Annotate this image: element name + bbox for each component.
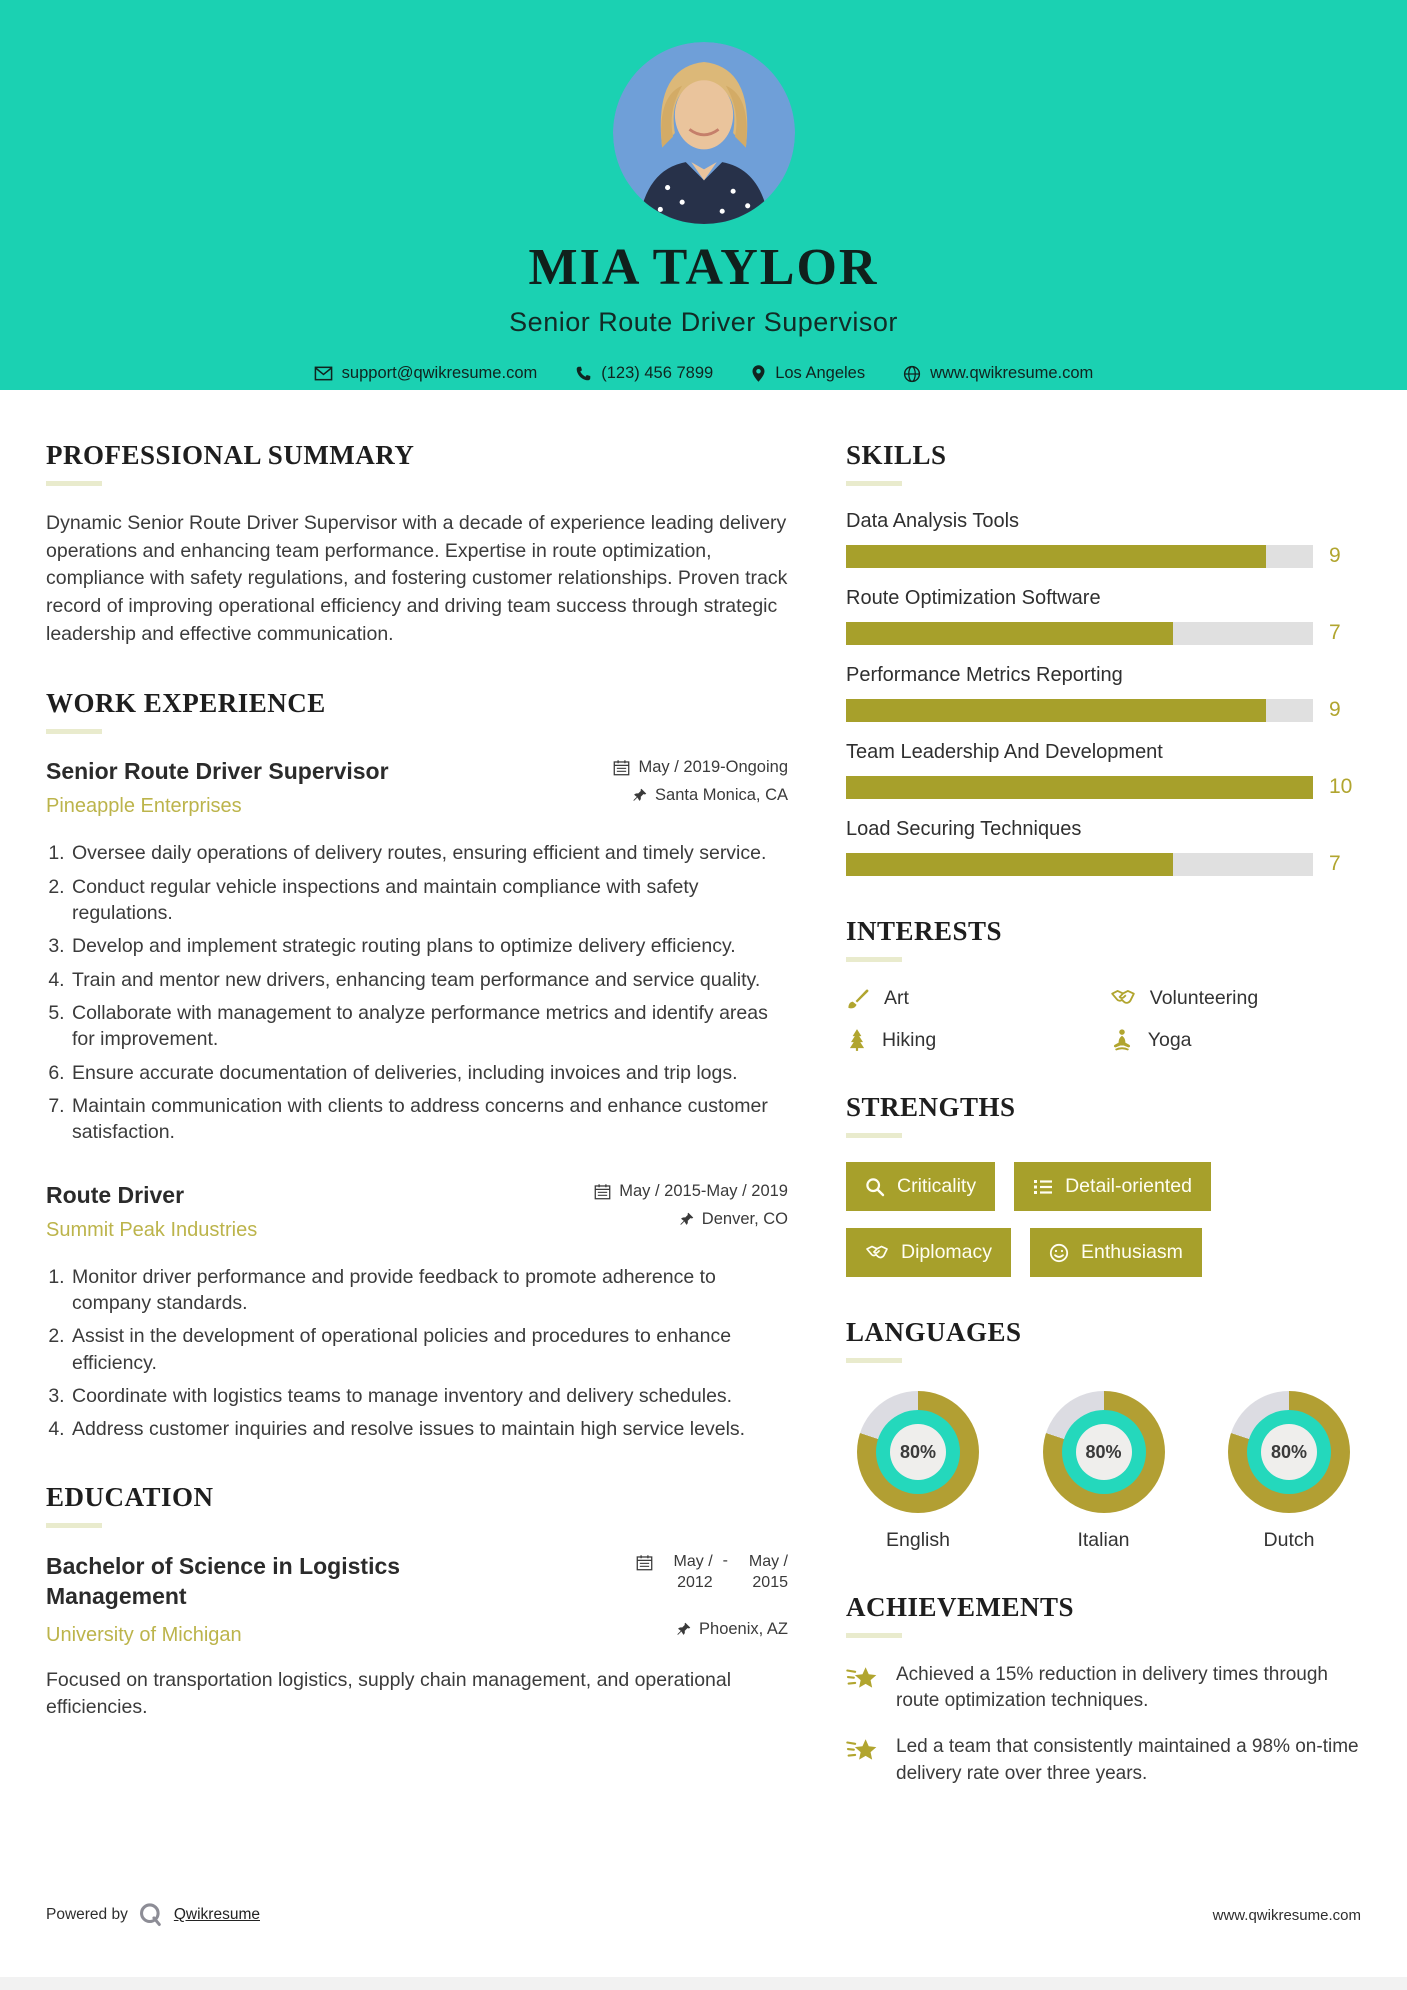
job-bullet: 5. Collaborate with management to analyze performance metrics and identify areas for improvement. xyxy=(70,1000,788,1053)
summary-section xyxy=(46,440,788,648)
education-title-block xyxy=(46,1552,466,1647)
pushpin-icon xyxy=(676,1622,691,1637)
job-meta xyxy=(613,758,788,814)
skill-value: 10 xyxy=(1329,775,1353,798)
smiley-icon xyxy=(1049,1243,1069,1263)
skill-bar xyxy=(846,775,1361,799)
interests-section xyxy=(846,916,1361,1052)
languages-section xyxy=(846,1317,1361,1552)
job-bullets xyxy=(46,1264,788,1443)
strength-badge xyxy=(846,1228,1011,1277)
job-title: Route Driver xyxy=(46,1181,185,1208)
education-description: Focused on transportation logistics, supply chain management, and operational efficiencies. xyxy=(46,1669,732,1718)
language-label: English xyxy=(886,1529,950,1551)
skill-bar-track xyxy=(846,776,1313,799)
skill-bar xyxy=(846,698,1361,722)
skill-value: 9 xyxy=(1329,698,1341,721)
job-bullet: 2. Assist in the development of operational policies and procedures to enhance efficiency. xyxy=(70,1323,788,1376)
language-donut-chart xyxy=(857,1391,979,1513)
strength-badge xyxy=(1014,1162,1211,1211)
heading-underline xyxy=(846,481,902,486)
skill-value: 9 xyxy=(1329,544,1341,567)
job-bullet: 6. Ensure accurate documentation of deliveries, including invoices and trip logs. xyxy=(70,1060,788,1086)
strength-label: Diplomacy xyxy=(901,1241,993,1263)
strengths-section xyxy=(846,1092,1361,1277)
skill-item xyxy=(846,818,1361,876)
education-school: University of Michigan xyxy=(46,1624,242,1647)
calendar-icon xyxy=(594,1183,611,1200)
candidate-title: Senior Route Driver Supervisor xyxy=(509,307,898,337)
interest-item xyxy=(846,1028,1110,1052)
language-percent: 80% xyxy=(1261,1424,1317,1480)
education-location: Phoenix, AZ xyxy=(699,1620,788,1639)
pushpin-icon xyxy=(679,1212,694,1227)
job-entry xyxy=(46,1182,788,1443)
skill-bar-fill xyxy=(846,545,1266,568)
job-date: May / 2015-May / 2019 xyxy=(619,1181,788,1200)
contact-location[interactable] xyxy=(751,364,865,383)
heading-underline xyxy=(846,1133,902,1138)
job-company: Pineapple Enterprises xyxy=(46,795,242,818)
strength-label: Detail-oriented xyxy=(1065,1175,1192,1197)
skill-bar-track xyxy=(846,622,1313,645)
language-item xyxy=(1038,1391,1170,1552)
strength-label: Criticality xyxy=(897,1175,977,1197)
job-title-block xyxy=(46,1182,257,1242)
powered-by-text: Powered by xyxy=(46,1906,128,1923)
education-date-separator: - xyxy=(722,1552,728,1570)
content xyxy=(0,390,1407,1827)
language-label: Dutch xyxy=(1263,1529,1315,1551)
job-meta xyxy=(594,1182,788,1238)
skill-bar-track xyxy=(846,699,1313,722)
list-icon xyxy=(1033,1177,1053,1197)
skill-bar-track xyxy=(846,545,1313,568)
language-item xyxy=(852,1391,984,1552)
shooting-star-icon xyxy=(846,1736,880,1766)
education-section xyxy=(46,1482,788,1719)
skill-name: Team Leadership And Development xyxy=(846,741,1163,763)
skill-bar-fill xyxy=(846,622,1173,645)
interest-item xyxy=(846,986,1110,1010)
skill-name: Performance Metrics Reporting xyxy=(846,664,1123,686)
page-bottom-strip xyxy=(0,1977,1407,1990)
qwikresume-link[interactable]: Qwikresume xyxy=(173,1906,260,1923)
job-location: Santa Monica, CA xyxy=(655,786,788,805)
skill-item xyxy=(846,741,1361,799)
skill-bar-fill xyxy=(846,853,1173,876)
interest-label: Art xyxy=(884,986,909,1009)
job-location-row xyxy=(594,1210,788,1229)
education-meta xyxy=(636,1552,788,1639)
calendar-icon xyxy=(636,1554,653,1571)
skill-item xyxy=(846,664,1361,722)
strengths-grid xyxy=(846,1162,1361,1277)
contact-phone[interactable] xyxy=(575,364,713,383)
contact-row xyxy=(0,364,1407,383)
job-date-row xyxy=(594,1182,788,1201)
achievement-text: Achieved a 15% reduction in delivery times through route optimization techniques. xyxy=(896,1664,1328,1712)
footer-branding xyxy=(46,1902,260,1928)
contact-email[interactable] xyxy=(314,364,538,383)
handshake-icon xyxy=(1110,987,1136,1009)
header xyxy=(0,0,1407,390)
interest-label: Yoga xyxy=(1147,1028,1192,1051)
interest-label: Volunteering xyxy=(1149,986,1259,1009)
profile-photo xyxy=(613,42,795,224)
skill-bar xyxy=(846,852,1361,876)
skill-bar-fill xyxy=(846,776,1313,799)
achievement-text: Led a team that consistently maintained a 98% on-time delivery rate over three years. xyxy=(896,1736,1359,1784)
job-header xyxy=(46,1182,788,1242)
skill-bar-track xyxy=(846,853,1313,876)
yoga-icon xyxy=(1110,1028,1134,1052)
shooting-star-icon xyxy=(846,1664,880,1694)
language-percent: 80% xyxy=(1076,1424,1132,1480)
job-bullet: 3. Develop and implement strategic routing plans to optimize delivery efficiency. xyxy=(70,933,788,959)
contact-email-text: support@qwikresume.com xyxy=(341,364,538,382)
skill-item xyxy=(846,510,1361,568)
education-date-start: May / 2012 xyxy=(673,1553,713,1592)
job-entry xyxy=(46,758,788,1145)
skill-value: 7 xyxy=(1329,621,1341,644)
work-heading: WORK EXPERIENCE xyxy=(46,688,326,719)
job-date: May / 2019-Ongoing xyxy=(638,758,788,777)
left-column xyxy=(46,440,788,1827)
skill-bar-fill xyxy=(846,699,1266,722)
heading-underline xyxy=(46,1523,102,1528)
work-section xyxy=(46,688,788,1442)
pushpin-icon xyxy=(632,788,647,803)
avatar xyxy=(613,42,795,224)
job-bullet: 2. Conduct regular vehicle inspections and maintain compliance with safety regulations. xyxy=(70,874,788,927)
achievement-item xyxy=(846,1734,1361,1786)
footer-website[interactable]: www.qwikresume.com xyxy=(1212,1906,1361,1924)
job-company: Summit Peak Industries xyxy=(46,1218,258,1241)
education-header xyxy=(46,1552,788,1647)
job-location: Denver, CO xyxy=(701,1209,788,1228)
job-header xyxy=(46,758,788,818)
job-bullet: 1. Oversee daily operations of delivery routes, ensuring efficient and timely service. xyxy=(70,840,788,866)
magnifier-icon xyxy=(865,1177,885,1197)
skill-name: Data Analysis Tools xyxy=(846,510,1020,532)
candidate-name: MIA TAYLOR xyxy=(528,239,879,296)
job-bullets xyxy=(46,840,788,1145)
achievement-item xyxy=(846,1662,1361,1714)
handshake-icon xyxy=(865,1243,889,1263)
language-percent: 80% xyxy=(890,1424,946,1480)
language-donut-chart xyxy=(1043,1391,1165,1513)
heading-underline xyxy=(46,729,102,734)
heading-underline xyxy=(846,1358,902,1363)
contact-website-text: www.qwikresume.com xyxy=(930,364,1094,382)
skill-name: Load Securing Techniques xyxy=(846,818,1082,840)
education-heading: EDUCATION xyxy=(46,1482,214,1513)
strength-badge xyxy=(846,1162,995,1211)
job-location-row xyxy=(613,786,788,805)
skills-section xyxy=(846,440,1361,876)
heading-underline xyxy=(846,1633,902,1638)
skills-heading: SKILLS xyxy=(846,440,947,470)
envelope-icon xyxy=(314,364,333,383)
job-bullet: 7. Maintain communication with clients to address concerns and enhance customer satisfaction. xyxy=(70,1093,788,1146)
right-column xyxy=(846,440,1361,1827)
job-bullet: 1. Monitor driver performance and provide feedback to promote adherence to company standards. xyxy=(70,1264,788,1317)
heading-underline xyxy=(846,957,902,962)
achievements-section xyxy=(846,1592,1361,1787)
interest-label: Hiking xyxy=(882,1028,937,1051)
donut-inner-ring xyxy=(1247,1410,1331,1494)
education-date-end: May / 2015 xyxy=(748,1553,788,1592)
map-pin-icon xyxy=(751,364,766,383)
qwikresume-logo xyxy=(138,1902,164,1928)
job-bullet: 4. Address customer inquiries and resolve issues to maintain high service levels. xyxy=(70,1416,788,1442)
interests-grid xyxy=(846,986,1361,1052)
education-location-row xyxy=(636,1620,788,1639)
language-item xyxy=(1223,1391,1355,1552)
paintbrush-icon xyxy=(846,986,870,1010)
strength-label: Enthusiasm xyxy=(1081,1241,1183,1263)
interest-item xyxy=(1110,986,1361,1010)
contact-website[interactable] xyxy=(903,364,1093,383)
strengths-heading: STRENGTHS xyxy=(846,1092,1016,1122)
job-title: Senior Route Driver Supervisor xyxy=(46,758,389,785)
job-bullet: 4. Train and mentor new drivers, enhancing team performance and service quality. xyxy=(70,967,788,993)
pine-tree-icon xyxy=(846,1028,868,1052)
languages-row xyxy=(846,1387,1361,1552)
summary-heading: PROFESSIONAL SUMMARY xyxy=(46,440,415,470)
phone-icon xyxy=(575,365,592,382)
summary-text: Dynamic Senior Route Driver Supervisor with a decade of experience leading delivery operations and enhancing team performance. Expertise in route optimization, compliance with safety regulations, and fostering customer relationships. Proven track record of improving operational efficiency and driving team success through strategic leadership and effective communication. xyxy=(46,512,788,645)
skill-bar xyxy=(846,544,1361,568)
skill-name: Route Optimization Software xyxy=(846,587,1101,609)
job-title-block xyxy=(46,758,389,818)
skill-bar xyxy=(846,621,1361,645)
strength-badge xyxy=(1030,1228,1202,1277)
language-donut-chart xyxy=(1228,1391,1350,1513)
heading-underline xyxy=(46,481,102,486)
contact-phone-text: (123) 456 7899 xyxy=(601,364,714,382)
interest-item xyxy=(1110,1028,1361,1052)
education-degree: Bachelor of Science in Logistics Management xyxy=(46,1553,401,1610)
achievements-heading: ACHIEVEMENTS xyxy=(846,1592,1075,1622)
languages-heading: LANGUAGES xyxy=(846,1317,1022,1347)
calendar-icon xyxy=(613,759,630,776)
contact-location-text: Los Angeles xyxy=(775,364,866,382)
footer xyxy=(46,1902,1361,1928)
language-label: Italian xyxy=(1077,1529,1130,1551)
skill-item xyxy=(846,587,1361,645)
education-date-row xyxy=(636,1552,788,1594)
donut-inner-ring xyxy=(876,1410,960,1494)
skill-value: 7 xyxy=(1329,852,1341,875)
donut-inner-ring xyxy=(1062,1410,1146,1494)
globe-icon xyxy=(903,365,921,383)
job-bullet: 3. Coordinate with logistics teams to manage inventory and delivery schedules. xyxy=(70,1383,788,1409)
interests-heading: INTERESTS xyxy=(846,916,1003,946)
job-date-row xyxy=(613,758,788,777)
